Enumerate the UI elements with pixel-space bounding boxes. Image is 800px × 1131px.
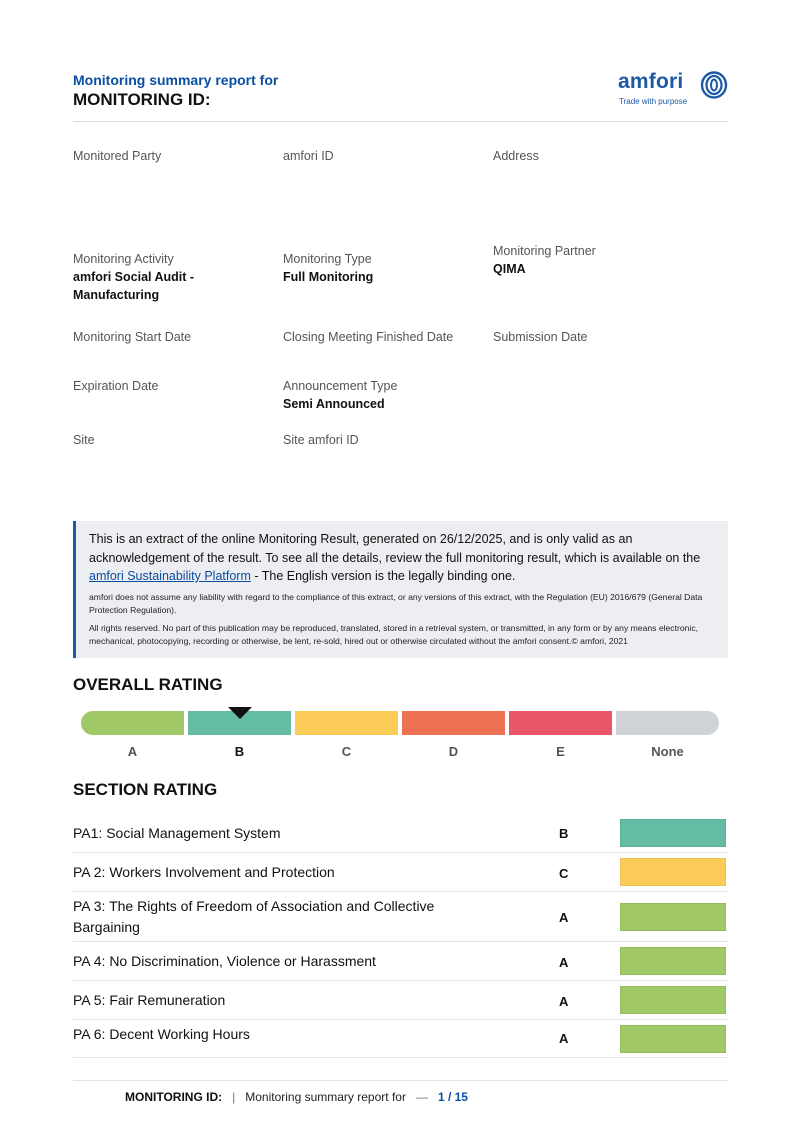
field-monitored-party <box>73 149 273 169</box>
section-rating-row <box>73 813 728 853</box>
notice-text: This is an extract of the online Monitoring Result, generated on 26/12/2025, and is only valid as an acknowledgement of the result. To see all the details, review the full monitoring result, which is available on the <box>89 532 701 565</box>
field-label: Monitoring Partner <box>493 244 596 258</box>
section-grade: C <box>559 866 569 881</box>
field-label: Site <box>73 433 95 447</box>
footer-dash: — <box>415 1090 428 1104</box>
field-value: Semi Announced <box>283 397 385 411</box>
rating-label-a: A <box>127 744 138 759</box>
logo-tagline: Trade with purpose <box>619 97 688 106</box>
section-name: PA 3: The Rights of Freedom of Association and Collective Bargaining <box>73 898 435 935</box>
rating-label-d: D <box>448 744 459 759</box>
notice-liability: amfori does not assume any liability with regard to the compliance of this extract, or any versions of this extract, with the Regulation (EU) 2016/679 (General Data Protection Regulation). <box>89 591 703 615</box>
sustainability-platform-link[interactable]: amfori Sustainability Platform <box>89 569 251 583</box>
notice-text: - The English version is the legally binding one. <box>250 569 516 583</box>
section-rating-row <box>73 892 728 942</box>
section-rating-row <box>73 1020 728 1058</box>
notice-main-text <box>89 530 716 586</box>
grade-color-swatch <box>620 819 726 847</box>
section-rating-row <box>73 942 728 981</box>
section-grade: A <box>559 955 569 970</box>
field-value: amfori Social Audit - Manufacturing <box>73 270 195 302</box>
field-value: Full Monitoring <box>283 270 374 284</box>
rating-label-c: C <box>341 744 352 759</box>
rating-segment-e <box>509 711 612 735</box>
field-label: Submission Date <box>493 330 588 344</box>
field-expiration-date <box>73 379 273 399</box>
overall-rating-heading: OVERALL RATING <box>73 675 223 694</box>
footer-line <box>125 1090 468 1104</box>
grade-color-swatch <box>620 1025 726 1053</box>
section-rating-heading: SECTION RATING <box>73 780 218 799</box>
section-name: PA1: Social Management System <box>73 825 281 841</box>
field-label: Site amfori ID <box>283 433 359 447</box>
field-site <box>73 433 273 453</box>
footer-id-label: MONITORING ID: <box>125 1090 223 1104</box>
section-name: PA 6: Decent Working Hours <box>73 1026 250 1042</box>
section-grade: B <box>559 826 569 841</box>
field-label: Monitoring Activity <box>73 252 174 266</box>
field-monitoring-partner <box>493 244 693 278</box>
field-value: QIMA <box>493 262 526 276</box>
rating-label-e: E <box>556 744 565 759</box>
field-label: Announcement Type <box>283 379 398 393</box>
section-grade: A <box>559 994 569 1009</box>
field-closing-meeting-date <box>283 330 483 350</box>
selected-rating-pointer-icon <box>228 707 252 719</box>
logo-word: amfori <box>618 70 684 93</box>
section-rating-row <box>73 981 728 1020</box>
rating-segment-d <box>402 711 505 735</box>
field-label: Monitoring Type <box>283 252 372 266</box>
field-submission-date <box>493 330 693 350</box>
page-footer <box>73 1080 728 1104</box>
field-monitoring-start-date <box>73 330 273 350</box>
field-label: Monitoring Start Date <box>73 330 192 344</box>
section-name: PA 2: Workers Involvement and Protection <box>73 864 335 880</box>
field-monitoring-type <box>283 252 483 286</box>
field-site-amfori-id <box>283 433 483 453</box>
notice-rights: All rights reserved. No part of this publication may be reproduced, translated, stored in a retrieval system, or transmitted, in any form or by any means electronic, mechanical, photocopying, recording or otherwise, be lent, re-sold, hired out or otherwise circulated without the amfori consent.© amfori, 2021 <box>89 622 698 646</box>
field-label: Expiration Date <box>73 379 159 393</box>
grade-color-swatch <box>620 947 726 975</box>
grade-color-swatch <box>620 986 726 1014</box>
footer-separator: | <box>232 1090 236 1104</box>
amfori-logo <box>618 70 728 110</box>
page-header <box>73 72 728 122</box>
field-label: amfori ID <box>283 149 334 163</box>
field-monitoring-activity <box>73 252 223 304</box>
report-title: MONITORING ID: <box>73 90 211 109</box>
section-name: PA 4: No Discrimination, Violence or Harassment <box>73 953 376 969</box>
rating-segment-c <box>295 711 398 735</box>
section-rating-row <box>73 853 728 892</box>
section-name: PA 5: Fair Remuneration <box>73 992 226 1008</box>
grade-color-swatch <box>620 858 726 886</box>
rating-label-b: B <box>234 744 245 759</box>
section-grade: A <box>559 1031 569 1046</box>
report-subtitle: Monitoring summary report for <box>73 72 279 88</box>
section-grade: A <box>559 910 569 925</box>
field-label: Address <box>493 149 539 163</box>
rating-segment-none <box>616 711 719 735</box>
grade-color-swatch <box>620 903 726 931</box>
field-announcement-type <box>283 379 483 413</box>
field-label: Monitored Party <box>73 149 162 163</box>
field-address <box>493 149 693 169</box>
footer-report-label: Monitoring summary report for <box>245 1090 406 1104</box>
rating-label-none: None <box>651 744 684 759</box>
field-amfori-id <box>283 149 483 169</box>
page-number: 1 / 15 <box>437 1090 468 1104</box>
disclaimer-notice <box>73 521 728 658</box>
overall-rating-scale <box>81 711 719 735</box>
rating-segment-a <box>81 711 184 735</box>
field-label: Closing Meeting Finished Date <box>283 330 454 344</box>
logo-mark-icon <box>700 71 728 99</box>
